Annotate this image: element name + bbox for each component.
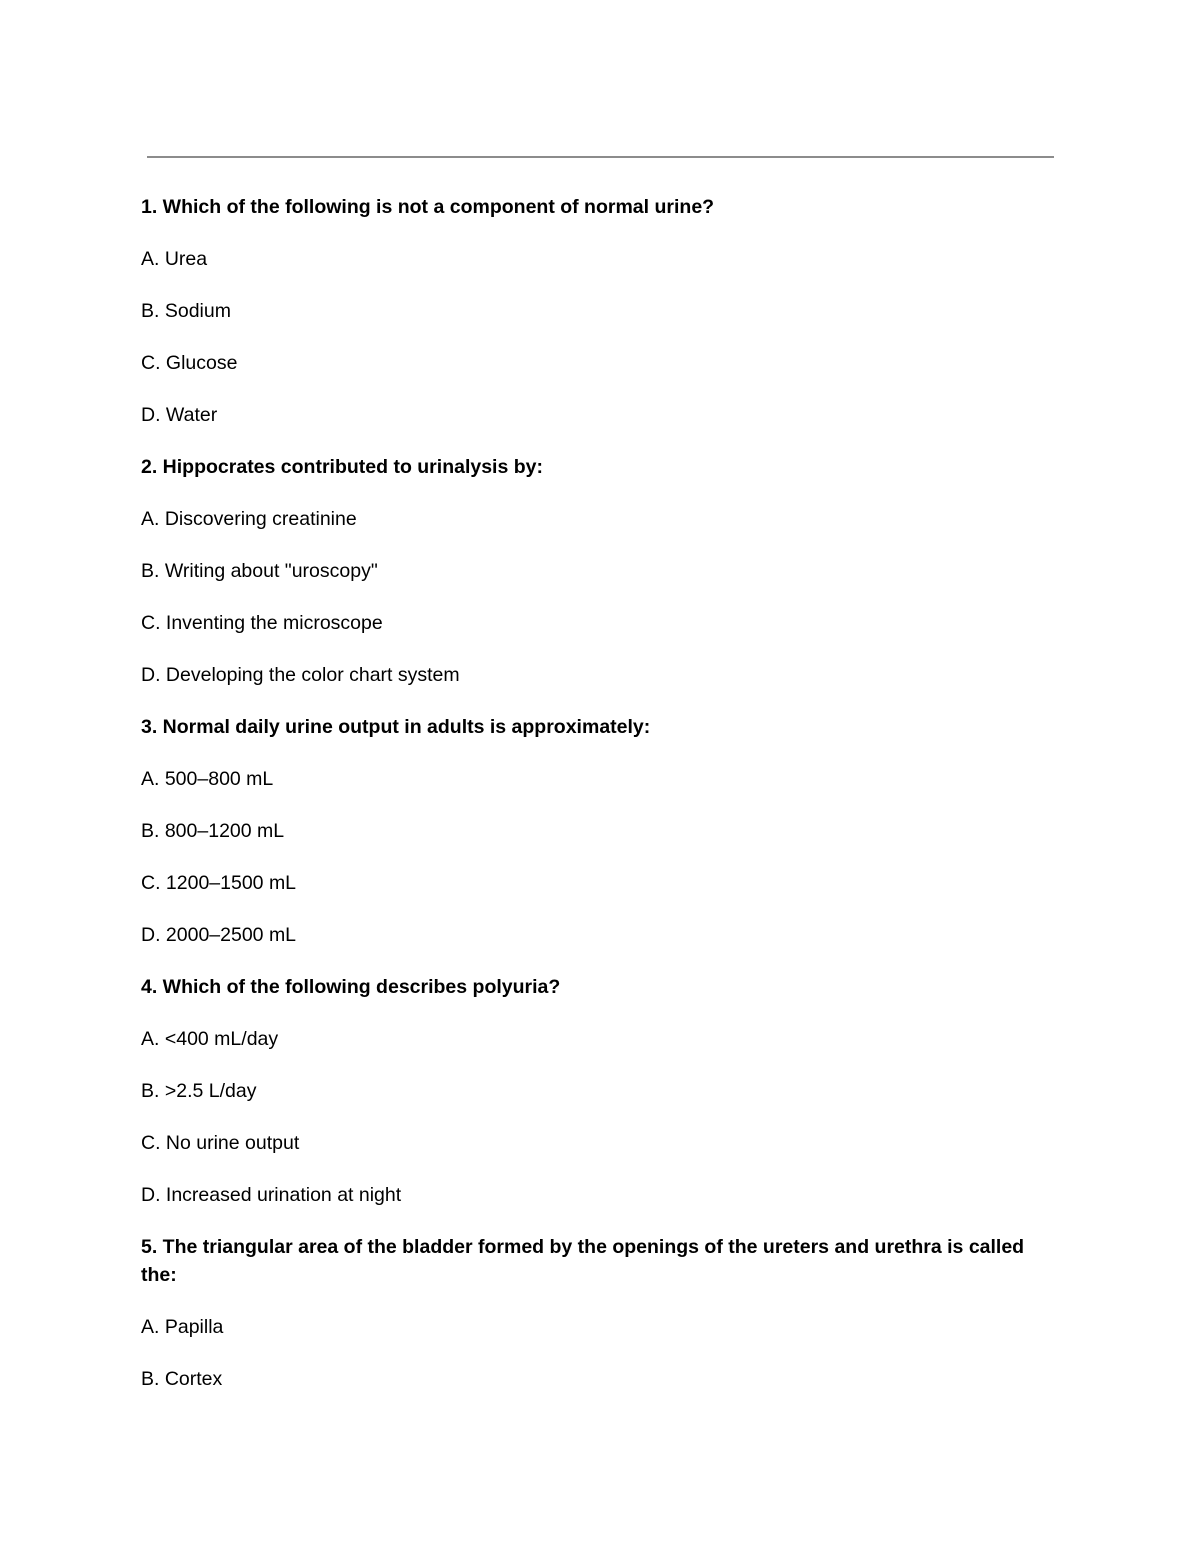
answer-option: C. Glucose bbox=[141, 352, 238, 374]
answer-option: B. Sodium bbox=[141, 300, 231, 322]
answer-option: C. No urine output bbox=[141, 1132, 300, 1154]
answer-option: A. Urea bbox=[141, 248, 208, 270]
question-block-3 bbox=[141, 713, 1061, 949]
quiz-content bbox=[141, 193, 1061, 1417]
question-block-2 bbox=[141, 453, 1061, 689]
answer-option: B. Writing about "uroscopy" bbox=[141, 560, 378, 582]
question-text: 5. The triangular area of the bladder formed by the openings of the ureters and urethra is called the: bbox=[141, 1236, 1025, 1286]
answer-option: A. 500–800 mL bbox=[141, 768, 274, 790]
answer-option: B. Cortex bbox=[141, 1368, 223, 1390]
answer-option: B. >2.5 L/day bbox=[141, 1080, 257, 1102]
header-divider bbox=[147, 156, 1054, 158]
question-text: 4. Which of the following describes polyuria? bbox=[141, 976, 561, 998]
question-block-1 bbox=[141, 193, 1061, 429]
question-text: 1. Which of the following is not a component of normal urine? bbox=[141, 196, 715, 218]
question-block-5 bbox=[141, 1233, 1061, 1393]
answer-option: C. Inventing the microscope bbox=[141, 612, 383, 634]
answer-option: A. Papilla bbox=[141, 1316, 224, 1338]
question-block-4 bbox=[141, 973, 1061, 1209]
answer-option: D. 2000–2500 mL bbox=[141, 924, 297, 946]
question-text: 3. Normal daily urine output in adults is approximately: bbox=[141, 716, 651, 738]
question-text: 2. Hippocrates contributed to urinalysis by: bbox=[141, 456, 543, 478]
answer-option: A. <400 mL/day bbox=[141, 1028, 279, 1050]
answer-option: D. Water bbox=[141, 404, 218, 426]
answer-option: C. 1200–1500 mL bbox=[141, 872, 297, 894]
answer-option: A. Discovering creatinine bbox=[141, 508, 357, 530]
answer-option: D. Increased urination at night bbox=[141, 1184, 402, 1206]
answer-option: D. Developing the color chart system bbox=[141, 664, 460, 686]
answer-option: B. 800–1200 mL bbox=[141, 820, 285, 842]
